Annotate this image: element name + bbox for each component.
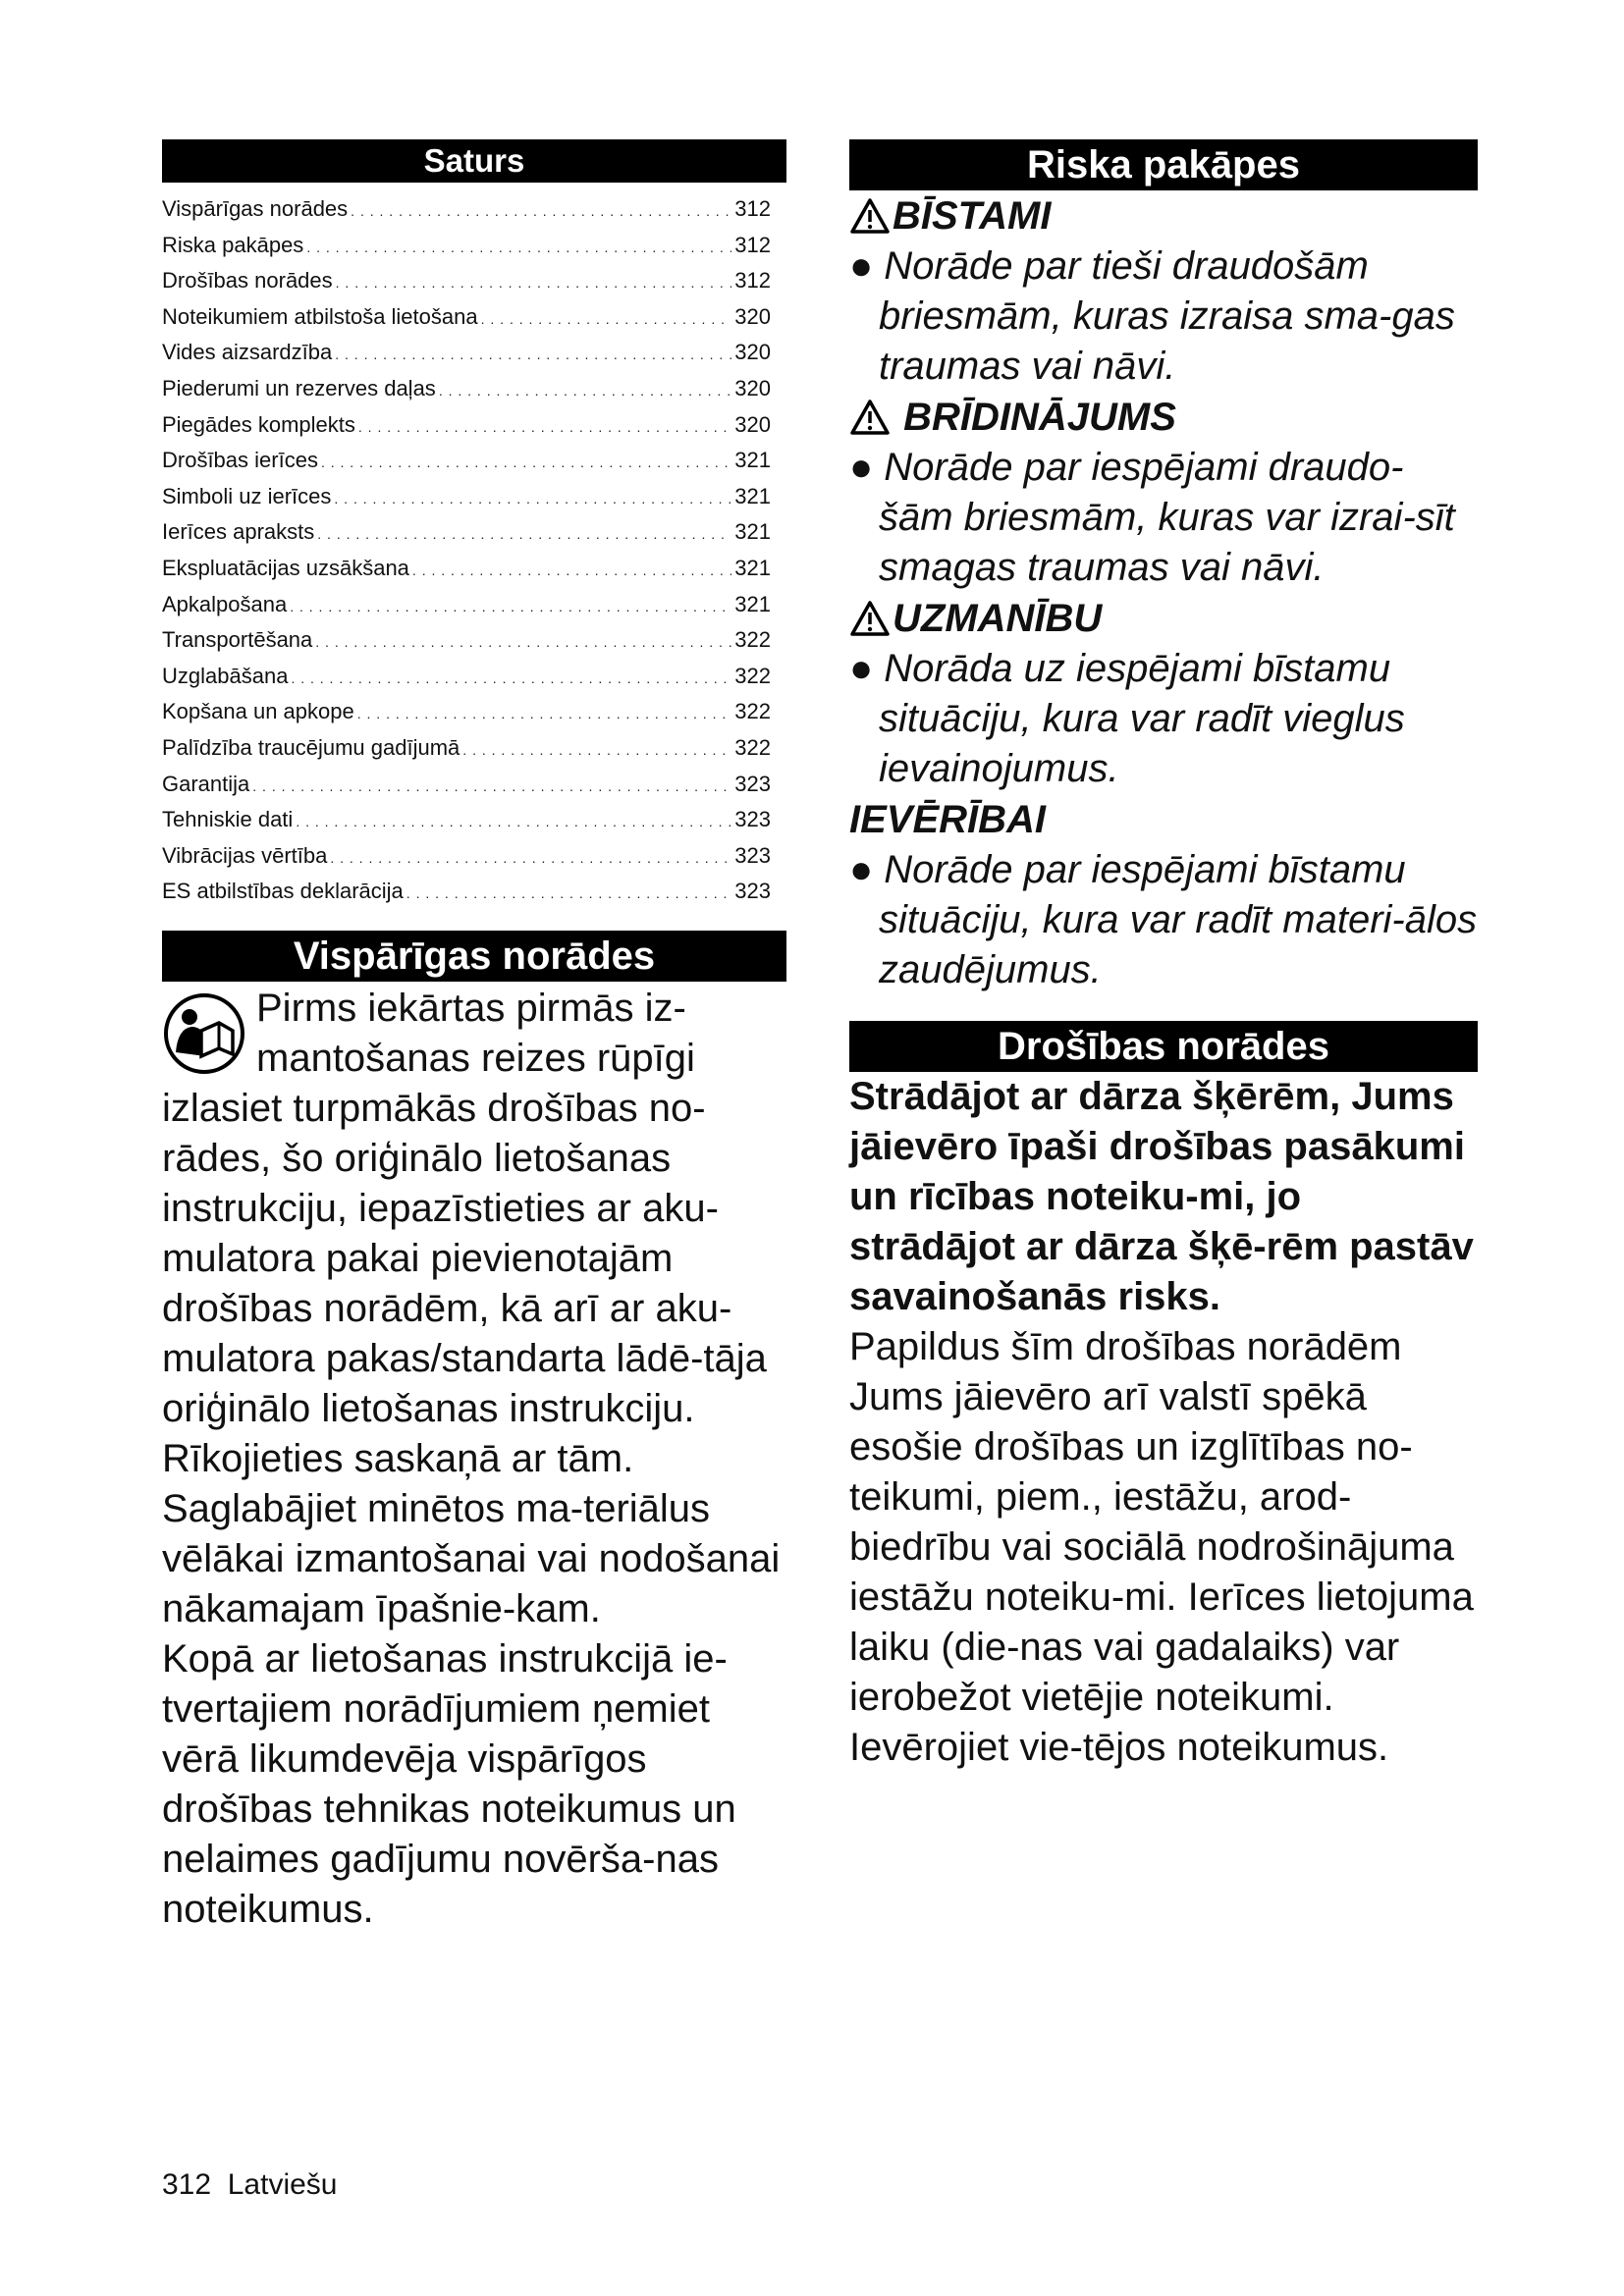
toc-entry-page: 312 [734,232,771,257]
toc-entry-title: Simboli uz ierīces [162,483,332,508]
intro-first-text: Pirms iekārtas pirmās iz-mantošanas reizes rūpīgi [256,986,695,1080]
toc-entry-page: 322 [734,663,771,688]
toc-entry-title: Tehniskie dati [162,807,294,832]
toc-entry-title: Garantija [162,771,250,796]
table-of-contents [162,192,771,911]
toc-entry-page: 323 [734,771,771,796]
toc-entry-title: Piegādes komplekts [162,411,355,437]
toc-leader-dots [334,483,731,516]
toc-entry-title: Ekspluatācijas uzsākšana [162,555,409,580]
toc-entry-title: Noteikumiem atbilstoša lietošana [162,303,478,329]
warning-triangle-icon [849,399,891,436]
general-paragraph-2: Kopā ar lietošanas instrukcijā ie-tvertajiem norādījumiem ņemiet vērā likumdevēja vispārīgos drošības tehnikas noteikumus un nelaimes gadījumu novērša-nas noteikumus. [162,1636,736,1931]
toc-leader-dots [335,339,731,372]
toc-entry [162,444,771,480]
right-column [849,139,1478,1773]
toc-entry [162,264,771,300]
risk-level-caution [849,593,1478,794]
toc-entry [162,552,771,588]
toc-entry-title: Apkalpošana [162,591,288,616]
toc-entry-page: 323 [734,879,771,904]
toc-entry [162,372,771,408]
footer-language: Latviešu [227,2168,338,2201]
toc-entry-title: Vides aizsardzība [162,340,333,365]
toc-entry-page: 320 [734,411,771,437]
warning-label-row [849,392,1478,443]
toc-entry [162,731,771,768]
toc-leader-dots [315,626,731,660]
safety-bold-paragraph: Strādājot ar dārza šķērēm, Jums jāievēro īpaši drošības pasākumi un rīcības noteiku-mi, jo strādājot ar dārza šķē-rēm pastāv savainošanās risks. [849,1075,1474,1318]
toc-entry-title: Vibrācijas vērtība [162,842,328,868]
toc-entry-title: Drošības ierīces [162,448,318,473]
warning-triangle-icon [849,600,891,637]
toc-leader-dots [290,591,731,624]
toc-entry-title: Uzglabāšana [162,663,289,688]
toc-entry [162,229,771,265]
toc-leader-dots [252,771,731,804]
notice-label: IEVĒRĪBAI [849,798,1047,841]
toc-entry-title: Kopšana un apkope [162,699,354,724]
notice-text: ● Norāde par iespējami bīstamu situāciju, kura var radīt materi-ālos zaudējumus. [849,848,1478,991]
toc-entry-page: 321 [734,448,771,473]
toc-entry-page: 321 [734,591,771,616]
toc-leader-dots [439,375,731,408]
toc-leader-dots [351,195,731,229]
risk-heading: Riska pakāpes [849,139,1478,190]
toc-entry-title: Drošības norādes [162,268,333,294]
toc-entry [162,336,771,372]
toc-entry [162,408,771,445]
toc-entry-page: 322 [734,734,771,760]
toc-entry-title: Vispārīgas norādes [162,196,349,221]
general-heading: Vispārīgas norādes [162,931,786,982]
toc-entry-page: 320 [734,340,771,365]
toc-entry [162,192,771,229]
page-number: 312 [162,2168,212,2201]
toc-entry-page: 321 [734,483,771,508]
toc-leader-dots [306,232,731,265]
risk-level-notice [849,794,1478,995]
warning-triangle-icon [849,197,891,235]
warning-text: ● Norāde par iespējami draudo-šām briesmām, kuras var izrai-sīt smagas traumas vai nāvi. [849,446,1455,589]
risk-level-warning [849,392,1478,593]
toc-entry [162,695,771,731]
toc-entry [162,480,771,516]
toc-entry-page: 312 [734,196,771,221]
read-manual-icon [162,991,246,1076]
warning-label: BRĪDINĀJUMS [893,396,1176,439]
toc-entry [162,300,771,337]
toc-leader-dots [406,878,731,911]
toc-entry-page: 320 [734,303,771,329]
toc-entry-page: 323 [734,842,771,868]
toc-leader-dots [462,734,731,768]
toc-heading: Saturs [162,139,786,183]
caution-label: UZMANĪBU [893,597,1103,640]
toc-entry-title: Riska pakāpes [162,232,304,257]
toc-leader-dots [358,411,731,445]
toc-entry [162,768,771,804]
caution-text: ● Norāda uz iespējami bīstamu situāciju, kura var radīt vieglus ievainojumus. [849,647,1405,790]
toc-entry-title: Ierīces apraksts [162,519,315,545]
toc-entry [162,515,771,552]
toc-entry-page: 320 [734,375,771,400]
toc-entry-title: Transportēšana [162,627,313,653]
toc-entry [162,588,771,624]
risk-level-danger [849,190,1478,392]
toc-entry-title: Piederumi un rezerves daļas [162,375,436,400]
toc-entry-page: 312 [734,268,771,294]
toc-entry [162,839,771,876]
toc-entry-title: Palīdzība traucējumu gadījumā [162,734,460,760]
general-intro [162,984,786,1935]
toc-leader-dots [412,555,731,588]
danger-text: ● Norāde par tieši draudošām briesmām, kuras izraisa sma-gas traumas vai nāvi. [849,244,1455,388]
intro-first-lines [162,984,786,1084]
danger-label: BĪSTAMI [893,194,1052,238]
toc-entry [162,803,771,839]
toc-entry-page: 323 [734,807,771,832]
toc-entry-page: 321 [734,555,771,580]
toc-entry-page: 322 [734,627,771,653]
toc-leader-dots [336,267,732,300]
left-column [162,139,786,1935]
intro-rest: izlasiet turpmākās drošības no-rādes, šo oriģinālo lietošanas instrukciju, iepazīstieties ar aku-mulatora pakai pievienotajām drošības norādēm, kā arī ar aku-mulatora pakas/standarta lādē-tāja oriģinālo lietošanas instrukciju. Rīkojieties saskaņā ar tām. Saglabājiet minētos ma-teriālus vēlākai izmantošanai vai nodošanai nākamajam īpašnie-kam. [162,1086,781,1630]
toc-entry-page: 321 [734,519,771,545]
danger-label-row [849,190,1478,241]
toc-leader-dots [317,518,731,552]
toc-leader-dots [296,806,731,839]
toc-entry-title: ES atbilstības deklarācija [162,879,404,904]
safety-paragraph: Papildus šīm drošības norādēm Jums jāievēro arī valstī spēkā esošie drošības un izglītības no-teikumi, piem., iestāžu, arod-biedrību vai sociālā nodrošinājuma iestāžu noteiku-mi. Ierīces lietojuma laiku (die-nas vai gadalaiks) var ierobežot vietējie noteikumi. Ievērojiet vie-tējos noteikumus. [849,1325,1474,1769]
toc-leader-dots [330,842,731,876]
toc-entry [162,875,771,911]
toc-entry [162,623,771,660]
caution-label-row [849,593,1478,644]
safety-heading: Drošības norādes [849,1021,1478,1072]
toc-leader-dots [481,303,732,337]
toc-leader-dots [291,663,731,696]
page-footer [162,2168,337,2202]
toc-leader-dots [357,698,732,731]
toc-entry-page: 322 [734,699,771,724]
toc-entry [162,660,771,696]
toc-leader-dots [321,447,731,480]
